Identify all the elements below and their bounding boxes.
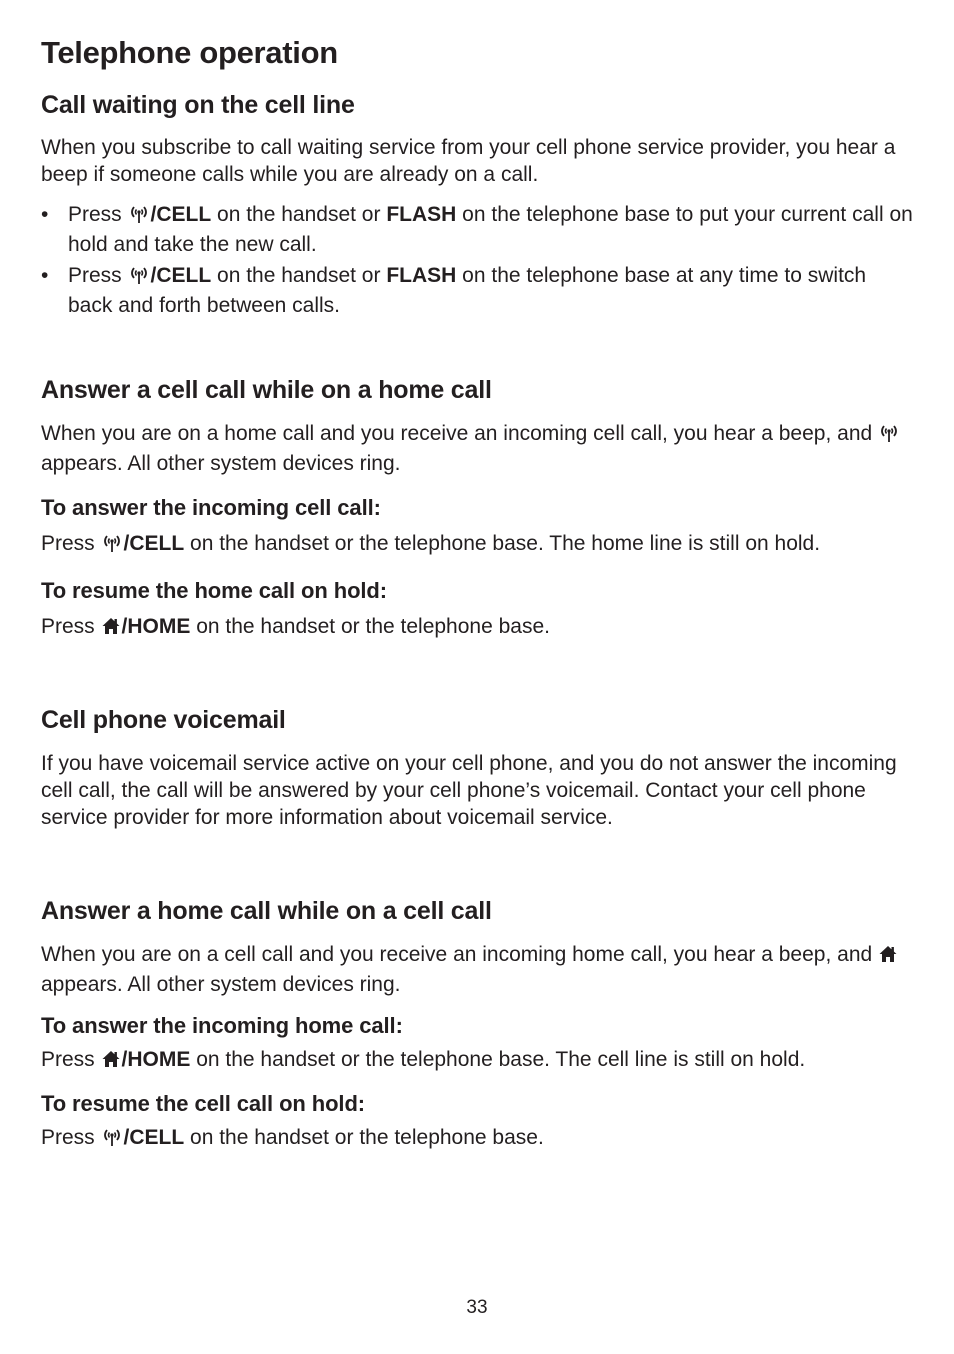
page-number: 33 [466,1297,488,1318]
cell-signal-icon [101,533,123,560]
subheading-answer-home: To answer the incoming home call: [41,1013,403,1038]
bullet-mark: • [41,264,49,287]
subheading-resume-cell: To resume the cell call on hold: [41,1091,366,1116]
section-heading-home-while-cell: Answer a home call while on a cell call [41,897,492,925]
section-heading-call-waiting: Call waiting on the cell line [41,91,355,119]
page-title: Telephone operation [41,35,338,70]
home-icon [101,1049,121,1076]
bullet-mark: • [41,203,49,226]
home-while-cell-intro: When you are on a cell call and you receive an incoming home call, you hear a beep, and appears. All other system devices ring. [41,941,913,998]
cell-while-home-intro: When you are on a home call and you receive an incoming cell call, you hear a beep, and appears. All other system devices ring. [41,420,913,477]
voicemail-body: If you have voicemail service active on your cell phone, and you do not answer the incoming cell call, the call will be answered by your cell phone’s voicemail. Contact your cell phone service provider for more information about voicemail service. [41,752,897,829]
subheading-answer-cell: To answer the incoming cell call: [41,495,381,520]
cell-signal-icon [101,1127,123,1154]
bullet-item [41,201,913,258]
bullet-text: Press /CELL on the handset or FLASH on the telephone base to put your current call on hold and take the new call. [68,203,913,256]
cell-signal-icon [128,265,150,292]
answer-cell-instruction: Press /CELL on the handset or the telephone base. The home line is still on hold. [41,530,820,560]
resume-home-instruction: Press /HOME on the handset or the telephone base. [41,613,550,643]
home-icon [878,944,898,971]
bullet-text: Press /CELL on the handset or FLASH on the telephone base at any time to switch back and forth between calls. [68,264,867,317]
bullet-item [41,262,913,319]
section-heading-cell-while-home: Answer a cell call while on a home call [41,376,492,404]
cell-signal-icon [128,204,150,231]
section-heading-voicemail: Cell phone voicemail [41,706,286,734]
call-waiting-intro: When you subscribe to call waiting service from your cell phone service provider, you hear a beep if someone calls while you are already on a call. [41,136,896,186]
answer-home-instruction: Press /HOME on the handset or the telephone base. The cell line is still on hold. [41,1046,805,1076]
home-icon [101,616,121,643]
subheading-resume-home: To resume the home call on hold: [41,578,387,603]
resume-cell-instruction: Press /CELL on the handset or the telephone base. [41,1124,544,1154]
cell-signal-icon [878,423,900,450]
